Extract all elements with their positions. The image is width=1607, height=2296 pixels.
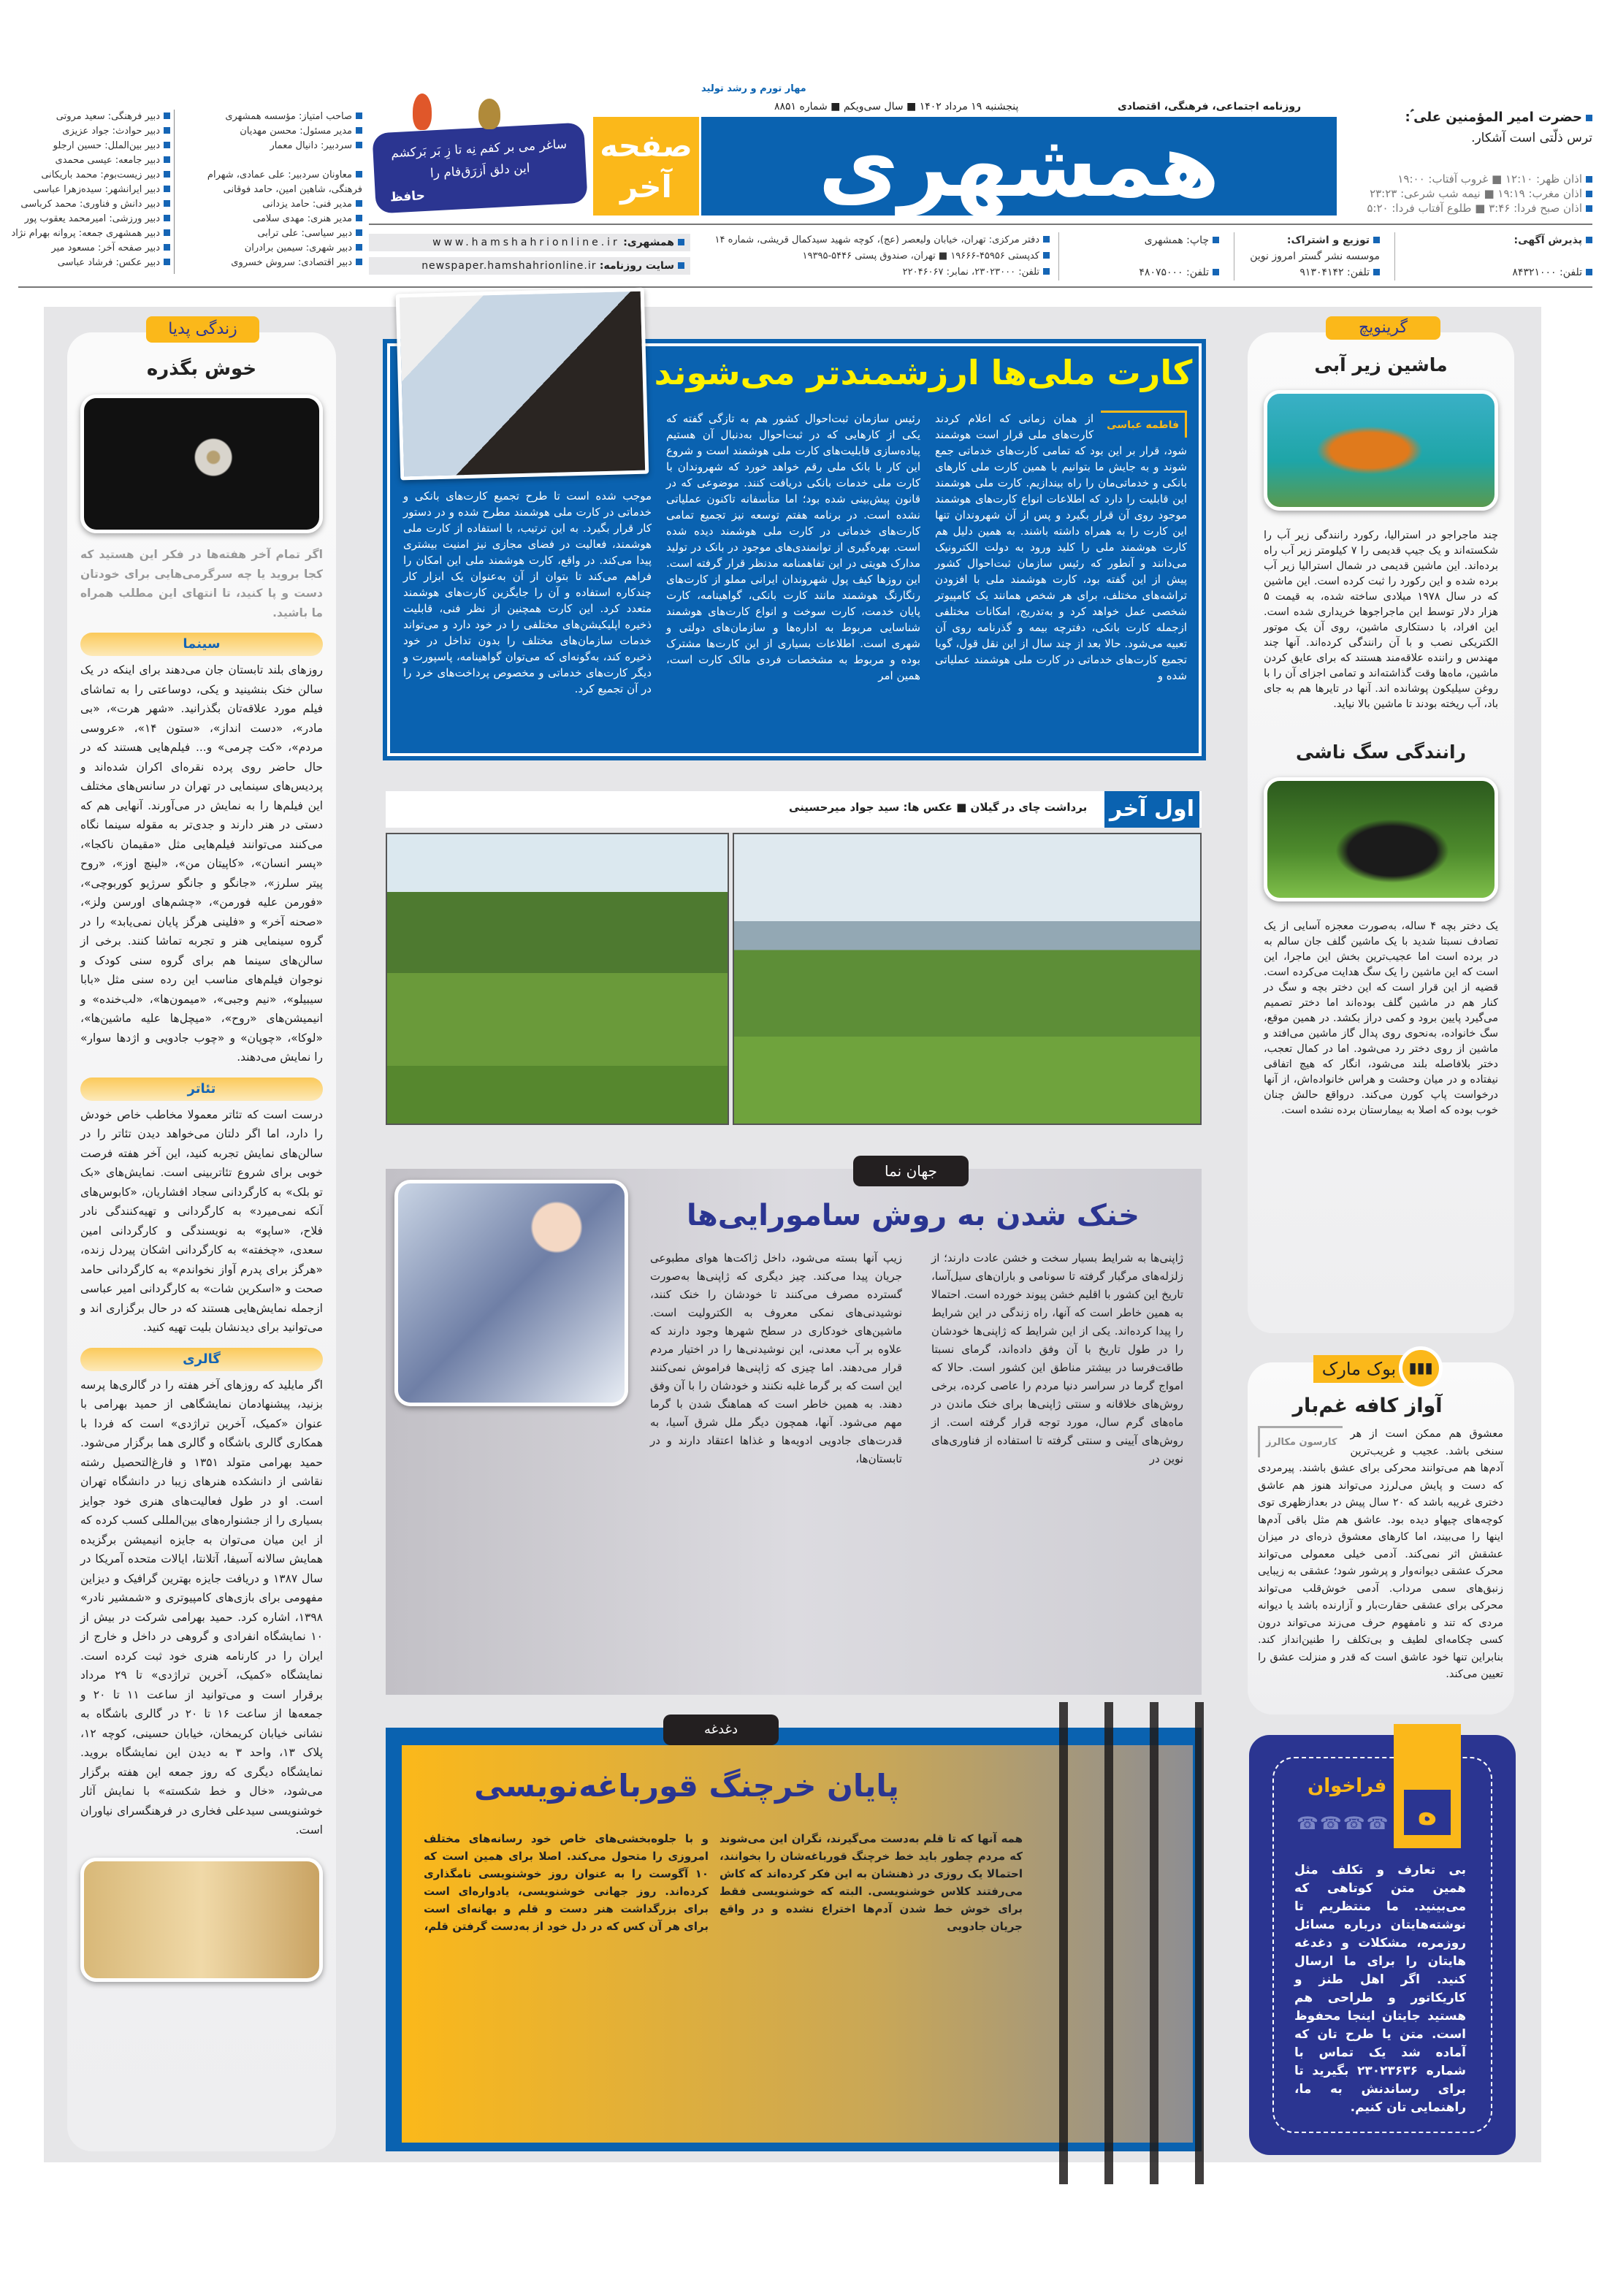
- ads-info: [1417, 232, 1592, 281]
- paper-type: روزنامه اجتماعی، فرهنگی، اقتصادی: [1118, 101, 1302, 112]
- staff: دبیر عکس: فرشاد عباسی: [4, 256, 170, 270]
- world-col-2: زیپ آنها بسته می‌شود، داخل ژاکت‌ها هوای مطبوعی جریان پیدا می‌کند. چیز دیگری که ژاپنی‌ها به‌صورت گسترده مصرف می‌کنند تا خودشان را خنک کنند، نوشیدنی‌های نمکی معروف به الکترولیت است. ماشین‌های خودکاری در سطح شهرها وجود دارند که علاوه بر آب معدنی، این نوشیدنی‌ها را در اختیار مردم قرار می‌دهند. اما چیزی که ژاپنی‌ها فراموش نمی‌کنند این است که بر گرما غلبه نکنند و خودشان را با آن وفق دهند. به همین خاطر است که هماهنگ شدن با گرما مهم می‌شود. آنها، همچون دیگر ملل شرق آسیا، به قدرت‌های جادویی ادویه‌ها و غذاها اعتقاد دارند و در تابستان‌ها،: [650, 1251, 902, 1465]
- staff: صاحب امتیاز: مؤسسه همشهری: [179, 110, 362, 124]
- staff: سردبیر: دانیال معمار: [179, 139, 362, 153]
- office: دفتر مرکزی: تهران، خیابان ولیعصر (عج)، کوچه شهید سیدکمال قریشی، شماره ۱۴: [700, 232, 1050, 248]
- golf-cart-dog-photo: [1264, 777, 1498, 901]
- story-title: ماشین زیر آبی: [1314, 354, 1448, 375]
- book-excerpt: [1258, 1426, 1503, 1684]
- phones: تلفن: ۲۳۰۲۳۰۰۰، نمابر: ۲۲۰۴۶۰۶۷: [700, 264, 1050, 281]
- staff: دبیر اقتصادی: سروش خسروی: [179, 256, 362, 270]
- world-label: جهان نما: [853, 1156, 969, 1186]
- postal: کدپستی ۴۵۹۵۶-۱۹۶۶۶ ■ تهران، صندوق پستی ۵۴۴۶-۱۹۳۹۵: [700, 248, 1050, 264]
- prayer-times: [1344, 172, 1592, 216]
- distribution-info: [1242, 232, 1395, 281]
- phones-icon: ☎☎☎☎: [1297, 1813, 1390, 1834]
- lifepedia-label: زندگی پدیا: [146, 316, 259, 343]
- worry-headline: پایان خرچنگ قورباغه‌نویسی: [474, 1768, 899, 1804]
- bird-icon: [413, 94, 432, 130]
- staff: دبیر صفحه آخر: مسعود میر: [4, 241, 170, 256]
- book-author: کارسون مکالرز: [1258, 1426, 1343, 1457]
- site-label: سایت روزنامه:: [600, 260, 684, 272]
- staff: دبیر همشهری جمعه: پروانه بهرام نژاد: [4, 226, 170, 241]
- section-title: خوش بگذره: [146, 358, 257, 380]
- card-col-3: موجب شده است تا طرح تجمیع کارت‌های بانکی و خدماتی در کارت ملی هوشمند مطرح شده و در دستور کار قرار بگیرد. به این ترتیب، با استفاده از کارت ملی هوشمند، فعالیت در فضای مجازی نیز امنیت بیشتری پیدا می‌کند. در واقع، کارت هوشمند ملی این امکان را فراهم می‌کند تا بتوان از آن به‌عنوان یک ابزار کار چندکاره استفاده و آن را جایگزین کارت‌های هوشمند متعدد کرد. این کارت همچنین از نظر فنی، قابلیت ذخیره اپلیکیشن‌های مختلفی را در خود دارد و می‌تواند خدمات سازمان‌های مختلف را بدون تداخل در خود ذخیره کند، به‌گونه‌ای که می‌توان گواهینامه، پاسپورت و دیگر کارت‌های خدماتی و مخصوص پرداخت‌های خرد را در آن تجمیع کرد.: [403, 489, 652, 695]
- staff: مدیر هنری: مهدی سلامی: [179, 212, 362, 226]
- book-title: آواز کافه غم‌بار: [1292, 1395, 1443, 1417]
- staff: دبیر جامعه: عیسی محمدی: [4, 153, 170, 168]
- subsection-gallery: گالری: [80, 1348, 323, 1371]
- poet: حافظ: [389, 188, 426, 205]
- divider: [18, 286, 1592, 288]
- dist-name: موسسه نشر گستر امروز نوین: [1250, 251, 1380, 262]
- card-headline: کارت ملی‌ها ارزشمندتر می‌شوند: [654, 353, 1193, 392]
- print-info: [1074, 232, 1234, 281]
- newspaper-logo: همشهری: [701, 117, 1337, 216]
- staff: دبیر شهری: سیمین برادران: [179, 241, 362, 256]
- ads-label: پذیرش آگهی:: [1417, 232, 1592, 248]
- prayer-line: اذان صبح فردا: ۳:۴۶ ■ طلوع آفتاب فردا: ۵:۲۰: [1344, 201, 1592, 216]
- staff: دبیر زیست‌بوم: محمد باریکانی: [4, 168, 170, 183]
- lifepedia-section: [67, 332, 336, 2151]
- site-label: همشهری:: [623, 237, 684, 248]
- staff: معاونان سردبیر: علی عمادی، شهرام: [179, 168, 362, 183]
- staff: فرهنگی، شاهین امین، حامد فوقانی: [223, 184, 362, 195]
- page-tag: صفحه آخر: [593, 117, 699, 216]
- print-label: چاپ: همشهری: [1074, 232, 1219, 248]
- greenwich-label: گرینویچ: [1326, 316, 1440, 340]
- staff: دبیر حوادث: جواد عزیزی: [4, 124, 170, 139]
- theatre-photo: [80, 394, 323, 533]
- divider: [369, 224, 1592, 225]
- staff: مدیر مسئول: محسن مهدیان: [179, 124, 362, 139]
- cinema-text: روزهای بلند تابستان جان می‌دهند برای اینکه در یک سالن خنک بنشینید و یکی، دوساعتی را به تماشای فیلم مورد علاقه‌تان بگذرانید. «شهر هرت»، «بی مادر»، «دست انداز»، «ستون ۱۴»، «عروسی مردم»، «کت چرمی» و... فیلم‌هایی هستند که در حال حاضر روی پرده نقره‌ای اکران شده‌اند و پردیس‌های سینمایی در تهران در سانس‌های مختلف این فیلم‌ها را به نمایش در می‌آورند. آنهایی هم که دستی در هنر دارند و جدی‌تر به مقوله سینما نگاه می‌کنند می‌توانند فیلم‌هایی مثل «مقیمان ناکجا»، «پسر انسان»، «کاپیتان من»، «لینچ اوز»، «روح پیتر سلرز»، «جانگو و جانگو سرژیو کوربوچی»، «فورمن علیه فورمن»، «چشم‌های اورسن ولز»، «صحنه آخر» و «فلینی هرگز پایان نمی‌یابد» را در گروه سینمایی هنر و تجربه تماشا کنند. برخی از سالن‌های سینما هم برای گروه سنی کودک و نوجوان فیلم‌های مناسب این رده سنی مثل «بابا سیبیلو»، «نیم وجبی»، «میمون‌ها»، «لب‌خنده» و انیمیشن‌های «روح»، «میچل‌ها علیه ماشین‌ها»، «لوکا»، «چوپان» و «چوب جادویی و اژدها سوار» را نمایش می‌دهند.: [80, 663, 323, 1064]
- story-text: چند ماجراجو در استرالیا، رکورد رانندگی زیر آب را شکسته‌اند و یک جیپ قدیمی را ۷ کیلومتر زیر آب راه برده‌اند. این ماشین قدیمی در شمال استرالیا زیر آب برده شده و این رکورد را ثبت کرده است. این ماشین که در سال ۱۹۷۸ میلادی ساخته شده، به قیمت ۵ هزار دلار توسط این ماجراجوها خریداری شده است. این افراد، با دستکاری ماشین، روی آن یک موتور الکتریکی نصب و با آن رانندگی کرده‌اند. آنها چند مهندس و راننده علاقه‌مند هستند که برای عایق کردن ماشین، ماه‌ها وقت گذاشته‌اند و تمامی اجزای آن را با روغن سیلیکون پوشانده اند. آنها در تایرها هم به جای باد، آب ریخته بودند تا ماشین بالا نیاید.: [1264, 530, 1498, 710]
- hamshahri-badge: [1394, 1724, 1461, 1848]
- newspaper-site-link[interactable]: [369, 257, 690, 275]
- staff: دبیر ایرانشهر: سیده‌زهرا عباسی: [4, 183, 170, 197]
- tea-harvest-photo-1: [386, 833, 729, 1125]
- dist-phone: تلفن: ۹۱۳۰۴۱۴۲: [1242, 264, 1380, 281]
- staff: مدیر فنی: حامد یزدانی: [179, 197, 362, 212]
- first-last-label: اول آخر: [1104, 791, 1199, 828]
- lead-text: اگر تمام آخر هفته‌ها در فکر این هستید که کجا بروید یا چه سرگرمی‌هایی برای خودتان دست و پا کنید، تا انتهای این مطلب همراه ما باشید.: [80, 548, 323, 619]
- worry-label: دغدغه: [663, 1715, 779, 1745]
- site-url[interactable]: newspaper.hamshahrionline.ir: [421, 260, 597, 272]
- prayer-line: اذان ظهر: ۱۲:۱۰ ■ غروب آفتاب: ۱۹:۰۰: [1344, 172, 1592, 186]
- card-col-1: [935, 411, 1187, 684]
- call-title: فراخوان: [1308, 1775, 1387, 1797]
- water-festival-photo: [394, 1180, 628, 1406]
- staff: دبیر ورزشی: امیرمحمد یعقوب پور: [4, 212, 170, 226]
- bird-icon: [478, 99, 500, 129]
- author-byline: فاطمه عباسی: [1101, 411, 1187, 438]
- photo-caption: برداشت چای در گیلان ■ عکس ها: سید جواد میرحسینی: [789, 801, 1088, 814]
- underwater-car-photo: [1264, 390, 1498, 511]
- prayer-line: اذان مغرب: ۱۹:۱۹ ■ نیمه شب شرعی: ۲۳:۲۳: [1344, 186, 1592, 201]
- calligraphy-photo: [80, 1858, 323, 1982]
- theatre-text: درست است که تئاتر معمولا مخاطب خاص خودش را دارد، اما اگر دلتان می‌خواهد دیدن تئاتر را در سالن‌های نمایش تجربه کنید، این آخر هفته فرصت خوبی برای شروع تئاتربینی است. نمایش‌های «بک تو بلک» به کارگردانی سجاد افشاریان، «کابوس‌های آنکه نمی‌میرد» به کارگردانی و تهیه‌کنندگی نادر فلاح، «ساپو» به نویسندگی و کارگردانی امین سعدی، «چخفته» به کارگردانی اشکان پیردل زنده، «هرگز برای پدرم آواز نخواندم» به کارگردانی حامد صحت و «اسکرین شات» به کارگردانی امیر عباسی ازجمله نمایش‌هایی هستند که در حال برگزاری اند و می‌توانید برای دیدنشان بلیت تهیه کنید.: [80, 1107, 323, 1334]
- staff: دبیر بین‌الملل: حسین ارجلو: [4, 139, 170, 153]
- poem-text: ساغر می بر کفم نِه تا زِ بَر بَرکشم این دلق اَزرَق‌فام را: [390, 137, 568, 181]
- greenwich-section: [1248, 332, 1514, 1333]
- card-col-2: رئیس سازمان ثبت‌احوال کشور هم به تازگی گفته که یکی از کارهایی که در ثبت‌احوال به‌دنبال آن هستیم پیاده‌سازی قابلیت‌های کارت ملی هوشمند است و شروع این کار با بانک ملی رقم خواهد خورد که شهروندان با کارت ملی خدمات بانکی دریافت کنند. موضوعی که در قانون پیش‌بینی شده بود؛ اما متأسفانه تاکنون عملیاتی نشده است. در برنامه هفتم توسعه نیز تجمیع تمامی کارت‌های خدماتی در کارت ملی هوشمند دیده شده است. بهره‌گیری از توانمندی‌های موجود در بانک در تولید مدارک هویتی در این تفاهمنامه مدنظر قرار گرفته است. این روزها کیف پول شهروندان ایرانی مملو از کارت‌های رنگارنگ هوشمند مانند کارت بانکی، گواهینامه، کارت پایان خدمت، کارت سوخت و انواع کارت‌های هوشمند شناسایی مربوط به اداره‌ها و سازمان‌های دولتی و شهری است. اطلاعات بسیاری از این کارت‌ها مشترک بوده و مربوط به مشخصات فردی مالک کارت است، همین امر: [666, 412, 920, 682]
- story-title: رانندگی سگ ناشی: [1295, 741, 1467, 763]
- subsection-cinema: سینما: [80, 633, 323, 656]
- tea-harvest-photo-2: [733, 833, 1202, 1125]
- poem-tag: [372, 122, 587, 213]
- worry-col-1: همه آنها که تا قلم به‌دست می‌گیرند، نگران این می‌شوند که مردم چطور باید خط خرچنگ قورباغه‌شان را بخوانند، احتمالا یک روزی در ذهنشان به این فکر کرده‌اند که کاش می‌رفتند کلاس خوشنویسی. البته که خوشنویسی فقط برای خوش خط شدن آدم‌ها اختراع نشده و در واقع جریان جادویی: [719, 1832, 1023, 1933]
- print-phone: تلفن: ۴۸۰۷۵۰۰۰: [1074, 264, 1219, 281]
- book-excerpt-text: معشوق هم ممکن است از هر سنخی باشد. عجیب و غریب‌ترین آدم‌ها هم می‌توانند محرکی برای عشق باشند. پیرمردی که دست و پایش می‌لرزد می‌تواند هنوز هم عاشق دختری غریبه باشد که ۲۰ سال پیش در بعدازظهری توی کوچه‌های چیهاو دیده بود. عاشق هم مثل باقی آدم‌ها اینها را می‌بیند، اما کارهای معشوق ذره‌ای در میزان عشقش اثر نمی‌کند. آدمی خیلی معمولی می‌تواند محرک عشقی دیوانه‌وار و پرشور شود؛ عشقی به زیبایی زنبق‌های سمی مرداب. آدمی خوش‌قلب می‌تواند محرکی برای عشقی حقارت‌بار و آزارنده باشد یا دیوانه مردی که تند و نامفهوم حرف می‌زند می‌تواند درون کسی چکامه‌ای لطیف و بی‌تکلف را طنین‌انداز کند. بنابراین تنها خود عاشق است که قدر و منزلت عشق را تعیین می‌کند.: [1258, 1428, 1503, 1680]
- calligraphy-art: [1037, 1702, 1205, 2184]
- staff-list-2: [4, 110, 170, 270]
- office-info: [700, 232, 1059, 281]
- staff: دبیر دانش و فناوری: محمد کرباسی: [4, 197, 170, 212]
- subsection-theatre: تئاتر: [80, 1078, 323, 1101]
- national-card-photo: [396, 288, 649, 481]
- world-col-1: ژاپنی‌ها به شرایط بسیار سخت و خشن عادت دارند؛ از زلزله‌های مرگبار گرفته تا سونامی و باران‌های سیل‌آسا، تاریخ این کشور با اقلیم خشن پیوند خورده است. احتمالا به همین خاطر است که آنها، راه زندگی در این شرایط را پیدا کرده‌اند. یکی از این شرایط که ژاپنی‌ها خودشان را در طول تاریخ با آن وفق داده‌اند، گرمای نسبتا طاقت‌فرسا در بیشتر مناطق این کشور است. حالا که امواج گرما در سراسر دنیا مردم را عاصی کرده، برخی روش‌های خلاقانه و سنتی ژاپنی‌ها برای خنک ماندن در ماه‌های گرم سال، مورد توجه قرار گرفته است. از روش‌های آیینی و سنتی گرفته تا استفاده از فناوری‌های نوین در: [931, 1251, 1183, 1465]
- ads-phone: تلفن: ۸۴۳۲۱۰۰۰: [1417, 264, 1592, 281]
- staff: دبیر سیاسی: علی ترابی: [179, 226, 362, 241]
- gallery-text: اگر مایلید که روزهای آخر هفته را در گالری‌ها پرسه بزنید، پیشنهادمان نمایشگاهی از حمید بهرامی با عنوان «کمیک، آخرین تراژدی» است که فردا با همکاری گالری باشگاه و گالری هما برگزار می‌شود. حمید بهرامی متولد ۱۳۵۱ و فارغ‌التحصیل رشته نقاشی از دانشکده هنرهای زیبا در دانشگاه تهران است. او در طول فعالیت‌های هنری خود جوایز بسیاری را از جشنواره‌های بین‌المللی کسب کرده که از این میان می‌توان به جایزه انیمیشن برگزیده همایش سالانه آسیفا، آتلانتا، ایالات متحده آمریکا در سال ۱۳۸۷ و دریافت جایزه بهترین گرافیک و دیزاین مفهومی برای بازی‌های کامپیوتری و «شمشیر نادر» ۱۳۹۸، اشاره کرد. حمید بهرامی شرکت در بیش از ۱۰ نمایشگاه انفرادی و گروهی در داخل و خارج از ایران را در کارنامه هنری خود ثبت کرده است. نمایشگاه «کمیک، آخرین تراژدی» تا ۲۹ مرداد برقرار است و می‌توانید از ساعت ۱۱ تا ۲۰ و جمعه‌ها از ساعت ۱۶ تا ۲۰ در گالری باشگاه به نشانی خیابان کریمخان، خیابان حسینی، کوچه ۱۲، پلاک ۱۳، واحد ۳ به دیدن این نمایشگاه بروید. نمایشگاه دیگری که روز جمعه این هفته برگزار می‌شود، «خال و خط شکسته» با نمایش آثار خوشنویسی سیدعلی فخاری در فرهنگسرای نیاوران است.: [80, 1378, 324, 1837]
- worry-col-2: و با جلوه‌بخشی‌های خاص خود رسانه‌های مختلف امروزی را متحول می‌کند. اصلا برای همین است که ۱۰ آگوست را به عنوان روز خوشنویسی نامگذاری کرده‌اند. روز جهانی خوشنویسی، یادواره‌ای است برای بزرگداشت هنر دست و قلم و بهانه‌ای است برای هر آن کس که در دل خود از به‌دست گرفتن قلم،: [424, 1832, 709, 1933]
- site-url[interactable]: www.hamshahrionline.ir: [432, 237, 620, 248]
- website-link[interactable]: [369, 234, 690, 251]
- slogan: مهار تورم و رشد تولید: [701, 83, 806, 94]
- issue-info: پنجشنبه ۱۹ مرداد ۱۴۰۲ ■ سال سی‌ویکم ■ شماره ۸۸۵۱: [774, 101, 1019, 112]
- logo-icon: ه: [1404, 1790, 1451, 1835]
- staff-list-1: [174, 110, 362, 274]
- story-text: یک دختر بچه ۴ ساله، به‌صورت معجزه آسایی از یک تصادف نسبتا شدید با یک ماشین گلف جان سالم به در برده است اما عجیب‌ترین بخش این ماجرا، این است که این ماشین را یک سگ هدایت می‌کرده است. قضیه از این قرار است که این دختر بچه و سگ در کنار هم در ماشین گلف بوده‌اند اما دختر تصمیم می‌گیرد پایین برود و کمی دراز بکشد. در همین موقع، سگ خانواده، به‌نحوی روی پدال گاز ماشین می‌افتد و ماشین از روی دختر رد می‌شود. اما در کمال تعجب، دختر بلافاصله بلند می‌شود، انگار که هیچ اتفاقی نیفتاده و در میان وحشت و هراس خانواده‌اش، از آنها درخواست پاپ کورن می‌کند. درواقع حالش چنان خوب بوده که اصلا به بیمارستان برده نشده است.: [1264, 920, 1499, 1116]
- dist-label: توزیع و اشتراک:: [1242, 232, 1380, 248]
- quote-text: ترس ذلّتی است آشکار.: [1471, 131, 1592, 145]
- card-col-1-text: از همان زمانی که اعلام کردند کارت‌های ملی قرار است هوشمند شود، قرار بر این بود که تمامی کارت‌های خدماتی جمع شوند و به جایش ما بتوانیم با همین کارت ملی کارهای بانکی و خدماتی‌مان را راه بیندازیم. کارت ملی هوشمند این قابلیت را دارد که اطلاعات انواع کارت‌های هوشمند موجود روی آن قرار بگیرد و پس از آن شهروندان تنها این کارت را به همراه داشته باشند. به همین دلیل هم کارت هوشمند ملی را کلید ورود به دولت الکترونیک می‌دانند و آنطور که رئیس سازمان ثبت‌احوال کشور پیش از این گفته بود، کارت هوشمند ملی با افزودن تراشه‌های مختلف، برای هر شخص همانند یک کامپیوتر شخصی عمل خواهد کرد و به‌تدریج، امکانات مختلفی ازجمله کارت بانکی، دفترچه بیمه و گذرنامه روی آن تعبیه می‌شود. حالا بعد از چند سال از این نقل قول، گویا تجمیع کارت‌های خدماتی در کارت ملی هوشمند عملیاتی شده و: [935, 412, 1187, 682]
- call-text: بی تعارف و تکلف مثل همین متن کوتاهی که می‌بینید. ما منتظریم تا نوشته‌هایتان درباره مسائل روزمره، مشکلات و دغدغه هایتان را برای ما ارسال کنید. اگر اهل طنز و کاریکاتور و طراحی هم هستید جایتان اینجا محفوظ است. متن یا طرح تان که آماده شد یک تماس با شماره ۲۳۰۲۳۶۳۶ بگیرید تا برای رساندنش به ما، راهنمایی تان کنیم.: [1294, 1863, 1466, 2115]
- bookmark-label: بوک مارک: [1313, 1355, 1405, 1383]
- staff: دبیر فرهنگی: سعید مروتی: [4, 110, 170, 124]
- books-icon: ▮▮▮: [1399, 1346, 1443, 1390]
- world-headline: خنک شدن به روش سامورایی‌ها: [687, 1199, 1140, 1232]
- quote-author: حضرت امیر المؤمنین علی ؑ:: [1351, 110, 1592, 125]
- daily-quote: [1351, 110, 1592, 145]
